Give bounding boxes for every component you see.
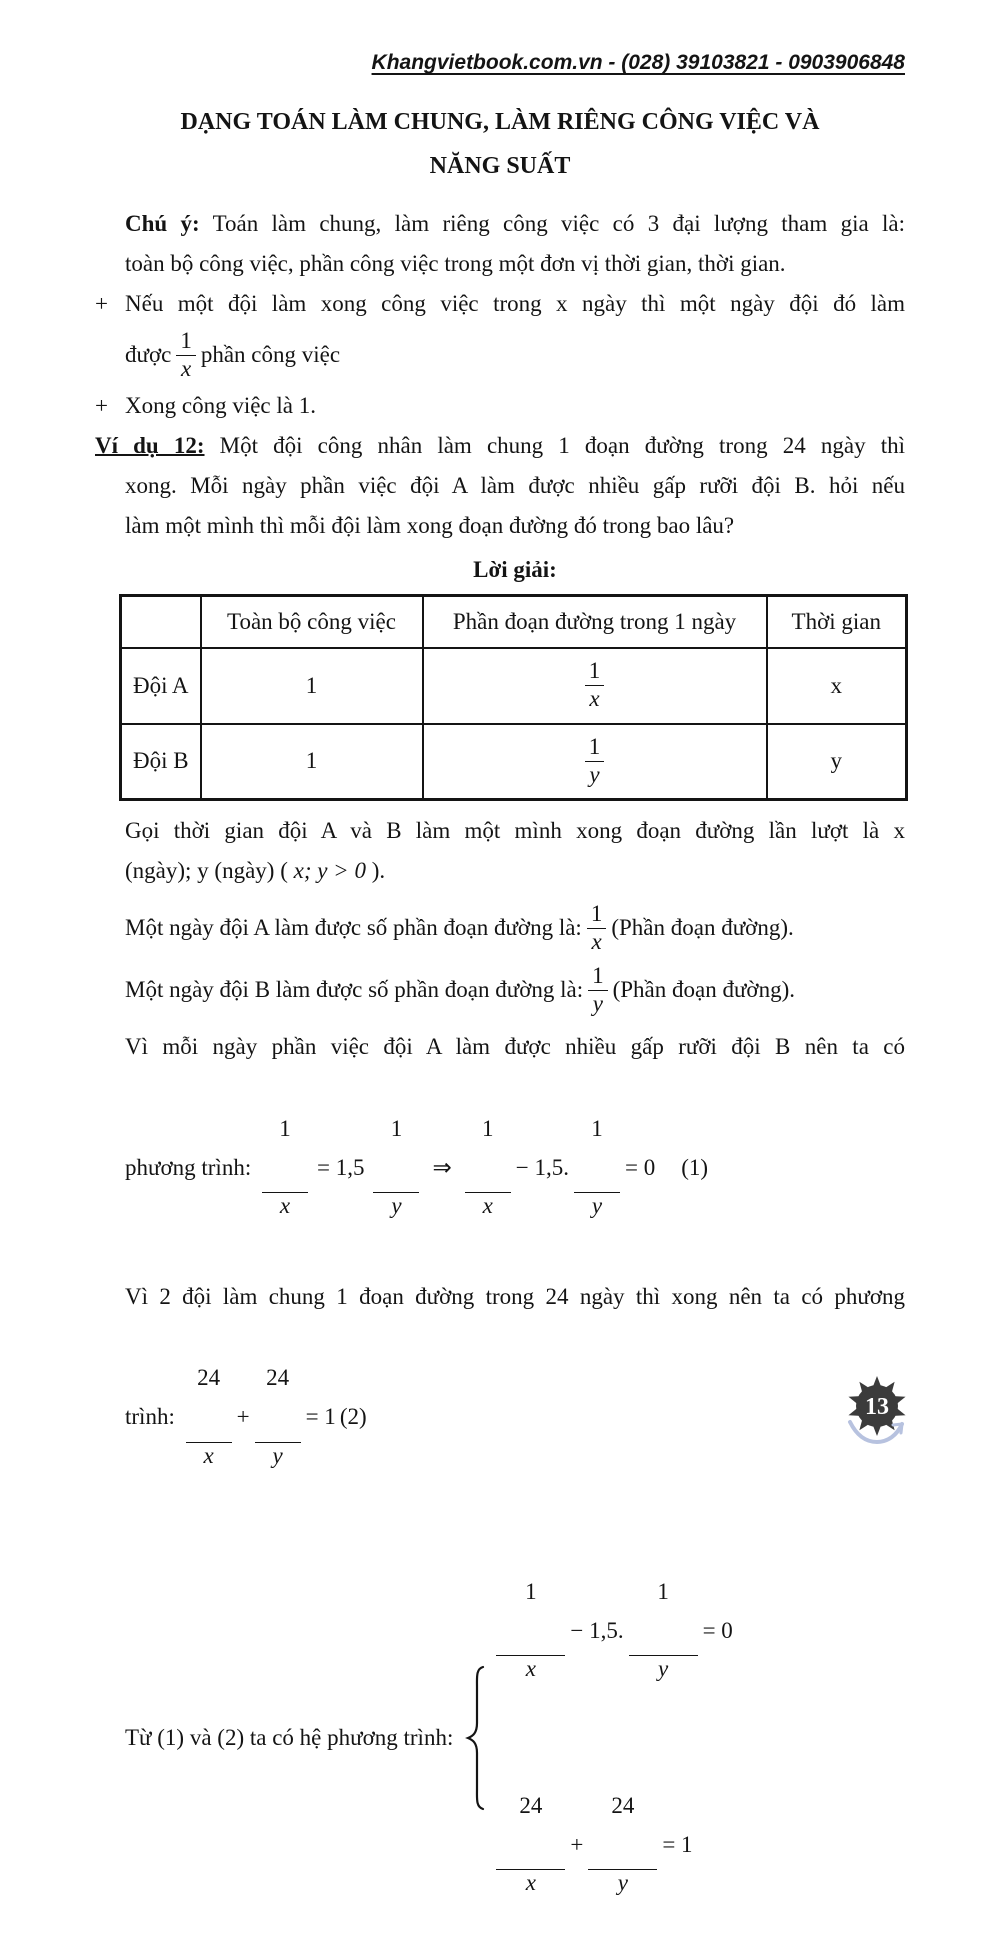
fraction-1-over-x — [587, 902, 607, 955]
system-equation-2 — [491, 1744, 732, 1946]
fraction-denominator: y — [255, 1442, 301, 1469]
fraction-numerator: 1 — [279, 1115, 291, 1141]
example-line1 — [95, 426, 905, 466]
system-label: Từ (1) và (2) ta có hệ phương trình: — [125, 1724, 454, 1750]
equation-1-label: phương trình: — [125, 1154, 257, 1180]
fraction-1-over-x — [465, 1067, 511, 1269]
team-b-rate-unit: (Phần đoạn đường). — [612, 977, 795, 1002]
section-title-line1: DẠNG TOÁN LÀM CHUNG, LÀM RIÊNG CÔNG VIỆC VÀ — [180, 109, 820, 135]
fraction-1-over-x — [176, 329, 196, 382]
equation-2-rhs: = 1 — [305, 1404, 336, 1430]
table-header-work-per-day: Phần đoạn đường trong 1 ngày — [423, 596, 767, 648]
fraction-1-over-x — [496, 1530, 565, 1732]
gear-icon — [842, 1374, 912, 1450]
fraction-1-over-y — [373, 1067, 419, 1269]
fraction-denominator: x — [496, 1655, 565, 1682]
assign-variables-line2 — [125, 851, 905, 891]
fraction-numerator: 24 — [519, 1792, 543, 1818]
team-a-rate-text: Một ngày đội A làm được số phần đoạn đường là: — [125, 915, 582, 940]
page-number: 13 — [865, 1394, 889, 1420]
fraction-numerator: 1 — [525, 1578, 537, 1604]
fraction-numerator: 24 — [266, 1365, 290, 1391]
assign-text-b: ). — [365, 858, 386, 883]
bullet-item-1-line1 — [95, 284, 905, 324]
fraction-1-over-x — [262, 1067, 308, 1269]
fraction-denominator: x — [262, 1192, 308, 1219]
row-total: 1 — [201, 648, 423, 724]
implies-symbol: ⇒ — [432, 1154, 452, 1180]
fraction-denominator: x — [186, 1442, 232, 1469]
fraction-24-over-y — [255, 1317, 301, 1519]
fraction-24-over-y — [588, 1744, 657, 1946]
fraction-24-over-x — [186, 1317, 232, 1519]
section-title — [95, 100, 905, 188]
running-header — [95, 50, 905, 76]
row-total: 1 — [201, 724, 423, 800]
note-line2: toàn bộ công việc, phần công việc trong một đơn vị thời gian, thời gian. — [125, 251, 786, 276]
fraction-numerator: 1 — [657, 1578, 669, 1604]
system-of-equations — [125, 1530, 905, 1945]
fraction-denominator: y — [574, 1192, 620, 1219]
example-label: Ví dụ 12: — [95, 433, 205, 458]
bullet1-word-before: được — [125, 342, 172, 367]
fraction-24-over-x — [496, 1744, 565, 1946]
plus-symbol: + — [236, 1404, 250, 1430]
example-text-1: Một đội công nhân làm chung 1 đoạn đường trong 24 ngày thì — [204, 433, 905, 458]
solution-table — [119, 594, 908, 801]
fraction-numerator: 1 — [591, 1115, 603, 1141]
fraction-denominator: y — [629, 1655, 698, 1682]
section-title-line2: NĂNG SUẤT — [429, 153, 571, 179]
team-a-rate-line — [125, 897, 905, 959]
fraction-numerator: 1 — [590, 900, 603, 926]
table-header-empty — [121, 596, 201, 648]
fraction-numerator: 1 — [390, 1115, 403, 1141]
system-eq2-rhs: = 1 — [662, 1831, 693, 1857]
row-time: x — [767, 648, 907, 724]
fraction-1-over-y — [574, 1067, 620, 1269]
example-line2: xong. Mỗi ngày phần việc đội A làm được nhiều gấp rưỡi đội B. hỏi nếu — [125, 473, 905, 498]
header-text: Khangvietbook.com.vn - (028) 39103821 - 0903906848 — [371, 51, 905, 74]
page-content — [95, 204, 905, 1946]
reasoning-2: Vì 2 đội làm chung 1 đoạn đường trong 24 ngày thì xong nên ta có phương — [125, 1283, 905, 1309]
reasoning-1: Vì mỗi ngày phần việc đội A làm được nhiều gấp rưỡi đội B nên ta có — [125, 1034, 905, 1059]
equation-2-tag: (2) — [339, 1404, 367, 1430]
condition-math: x; y > 0 — [293, 858, 366, 883]
bullet1-word-after: phần công việc — [200, 342, 341, 367]
fraction-numerator: 1 — [481, 1115, 494, 1141]
bullet-item-2 — [95, 386, 905, 426]
fraction-1-over-x — [585, 659, 605, 712]
page-number-badge — [842, 1374, 912, 1450]
minus-coefficient: − 1,5. — [515, 1154, 569, 1180]
fraction-denominator: x — [587, 928, 607, 955]
fraction-denominator: y — [588, 990, 608, 1017]
team-b-rate-text: Một ngày đội B làm được số phần đoạn đường là: — [125, 977, 584, 1002]
team-b-rate-line — [125, 959, 905, 1021]
system-equations-column — [491, 1530, 732, 1945]
note-label: Chú ý: — [125, 211, 200, 236]
fraction-numerator: 1 — [588, 733, 601, 759]
plus-marker: + — [95, 291, 108, 316]
left-curly-brace — [463, 1663, 487, 1813]
note-line1 — [125, 204, 905, 244]
fraction-denominator: y — [588, 1869, 657, 1896]
bullet2-text: Xong công việc là 1. — [125, 393, 316, 418]
equation-1-tag: (1) — [681, 1154, 709, 1180]
fraction-1-over-y — [585, 735, 605, 788]
table-header-row — [121, 596, 907, 648]
fraction-numerator: 24 — [197, 1365, 221, 1391]
fraction-denominator: y — [373, 1192, 419, 1219]
plus-marker: + — [95, 393, 108, 418]
bullet-item-1-line2 — [125, 324, 905, 386]
table-row — [121, 724, 907, 800]
fraction-1-over-y — [629, 1530, 698, 1732]
team-a-rate-unit: (Phần đoạn đường). — [611, 915, 794, 940]
fraction-denominator: x — [465, 1192, 511, 1219]
assign-text-a: (ngày); y (ngày) ( — [125, 858, 294, 883]
table-row — [121, 648, 907, 724]
fraction-denominator: x — [585, 685, 605, 712]
fraction-denominator: y — [585, 761, 605, 788]
row-fraction-cell — [423, 724, 767, 800]
assign-variables-line1: Gọi thời gian đội A và B làm một mình xong đoạn đường lần lượt là x — [125, 818, 905, 843]
solution-heading: Lời giải: — [473, 557, 557, 582]
bullet1-text: Nếu một đội làm xong công việc trong x ngày thì một ngày đội đó làm — [125, 291, 905, 316]
fraction-numerator: 24 — [611, 1792, 635, 1818]
system-eq2-operator: + — [570, 1831, 584, 1857]
fraction-numerator: 1 — [588, 658, 601, 684]
row-fraction-cell — [423, 648, 767, 724]
system-eq1-operator: − 1,5. — [570, 1618, 624, 1644]
fraction-numerator: 1 — [592, 962, 604, 988]
row-label: Đội B — [121, 724, 201, 800]
table-header-total-work: Toàn bộ công việc — [201, 596, 423, 648]
table-header-time: Thời gian — [767, 596, 907, 648]
equals-coefficient: = 1,5 — [316, 1154, 365, 1180]
fraction-1-over-y — [588, 964, 608, 1017]
example-line3: làm một mình thì mỗi đội làm xong đoạn đường đó trong bao lâu? — [125, 513, 735, 538]
fraction-denominator: x — [496, 1869, 565, 1896]
row-time: y — [767, 724, 907, 800]
equation-2-label: trình: — [125, 1404, 181, 1430]
equation-1 — [125, 1067, 905, 1269]
equation-1-rhs: = 0 — [624, 1154, 656, 1180]
fraction-numerator: 1 — [180, 327, 192, 353]
system-eq1-rhs: = 0 — [702, 1618, 733, 1644]
equation-2 — [125, 1317, 905, 1519]
row-label: Đội A — [121, 648, 201, 724]
note-text-1: Toán làm chung, làm riêng công việc có 3 đại lượng tham gia là: — [199, 211, 905, 236]
system-equation-1 — [491, 1530, 732, 1732]
fraction-denominator: x — [176, 355, 196, 382]
